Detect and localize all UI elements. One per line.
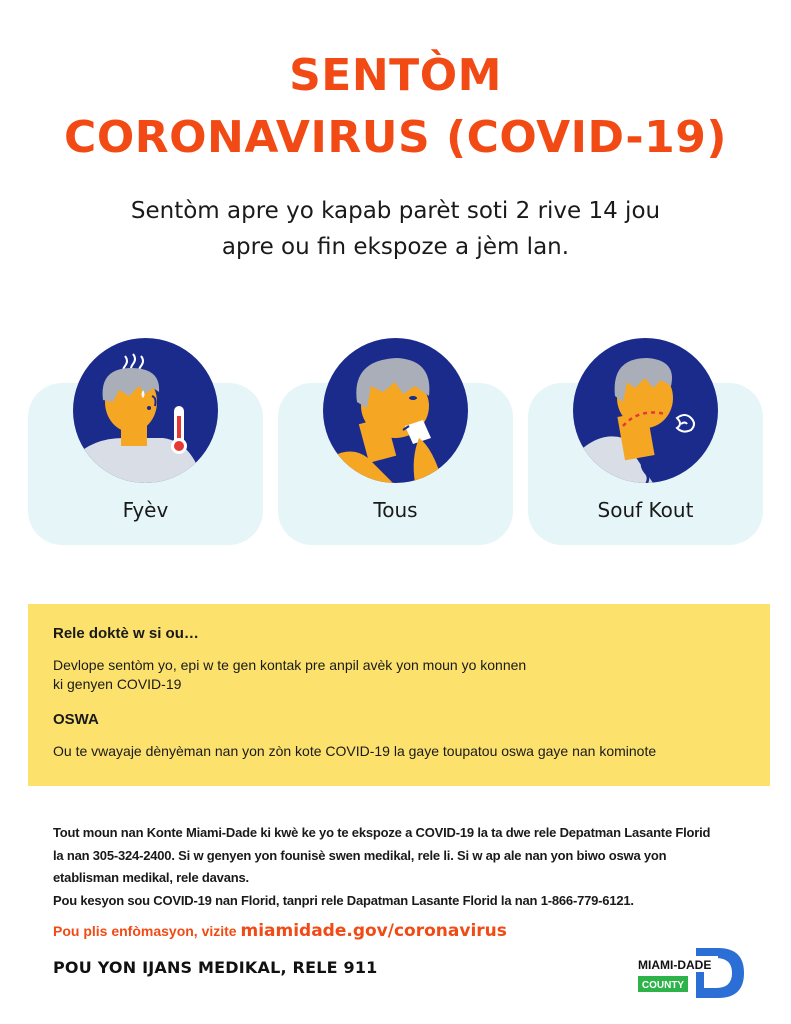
page-title-line2: CORONAVIRUS (COVID-19) <box>64 112 727 163</box>
logo-line2: COUNTY <box>641 980 685 991</box>
emergency-line: POU YON IJANS MEDIKAL, RELE 911 <box>53 958 378 977</box>
info-line2-post: . Si w genyen yon founisè swen medikal, rele li. Si w ap ale nan yon biwo oswa yon <box>171 847 667 863</box>
more-info-line <box>53 921 507 941</box>
call-doctor-text1-line1: Devlope sentòm yo, epi w te gen kontak pre anpil avèk yon moun yo konnen <box>53 657 527 673</box>
page-subtitle <box>0 193 791 265</box>
call-doctor-text1-line2: ki genyen COVID-19 <box>53 676 182 692</box>
subtitle-line2: apre ou fin ekspoze a jèm lan. <box>221 234 570 260</box>
miami-dade-county-logo <box>636 944 746 1002</box>
phone-number-1[interactable]: 305-324-2400 <box>92 847 172 863</box>
info-line4-post: . <box>630 892 634 908</box>
shortness-of-breath-icon <box>573 338 718 483</box>
call-doctor-heading: Rele doktè w si ou… <box>53 625 199 642</box>
symptom-label-breath: Souf Kout <box>597 498 694 522</box>
page-title-line1: SENTÒM <box>289 50 502 101</box>
phone-number-2[interactable]: 1-866-779-6121 <box>540 892 631 908</box>
info-line4 <box>53 890 773 913</box>
info-line4-pre: Pou kesyon sou COVID-19 nan Florid, tanpri rele Dapatman Lasante Florid la nan <box>53 892 541 908</box>
more-info-link[interactable]: miamidade.gov/coronavirus <box>240 921 507 941</box>
info-paragraph <box>53 822 773 912</box>
call-doctor-box <box>28 604 770 786</box>
cough-icon <box>323 338 468 483</box>
symptom-label-fever: Fyèv <box>122 498 169 522</box>
info-line1: Tout moun nan Konte Miami-Dade ki kwè ke yo te ekspoze a COVID-19 la ta dwe rele Depatman Lasante Florid <box>53 825 711 840</box>
or-heading: OSWA <box>53 711 99 728</box>
logo-line1: MIAMI-DADE <box>638 958 712 972</box>
symptom-label-cough: Tous <box>373 498 418 522</box>
subtitle-line1: Sentòm apre yo kapab parèt soti 2 rive 14 jou <box>130 198 661 224</box>
info-line3: etablisman medikal, rele davans. <box>53 870 249 885</box>
more-info-lead: Pou plis enfòmasyon, vizite <box>53 923 241 939</box>
fever-thermometer-icon <box>73 338 218 483</box>
info-line2-pre: la nan <box>53 847 93 863</box>
info-line2 <box>53 845 773 868</box>
call-doctor-text2: Ou te vwayaje dènyèman nan yon zòn kote COVID-19 la gaye toupatou oswa gaye nan kominote <box>53 743 657 759</box>
